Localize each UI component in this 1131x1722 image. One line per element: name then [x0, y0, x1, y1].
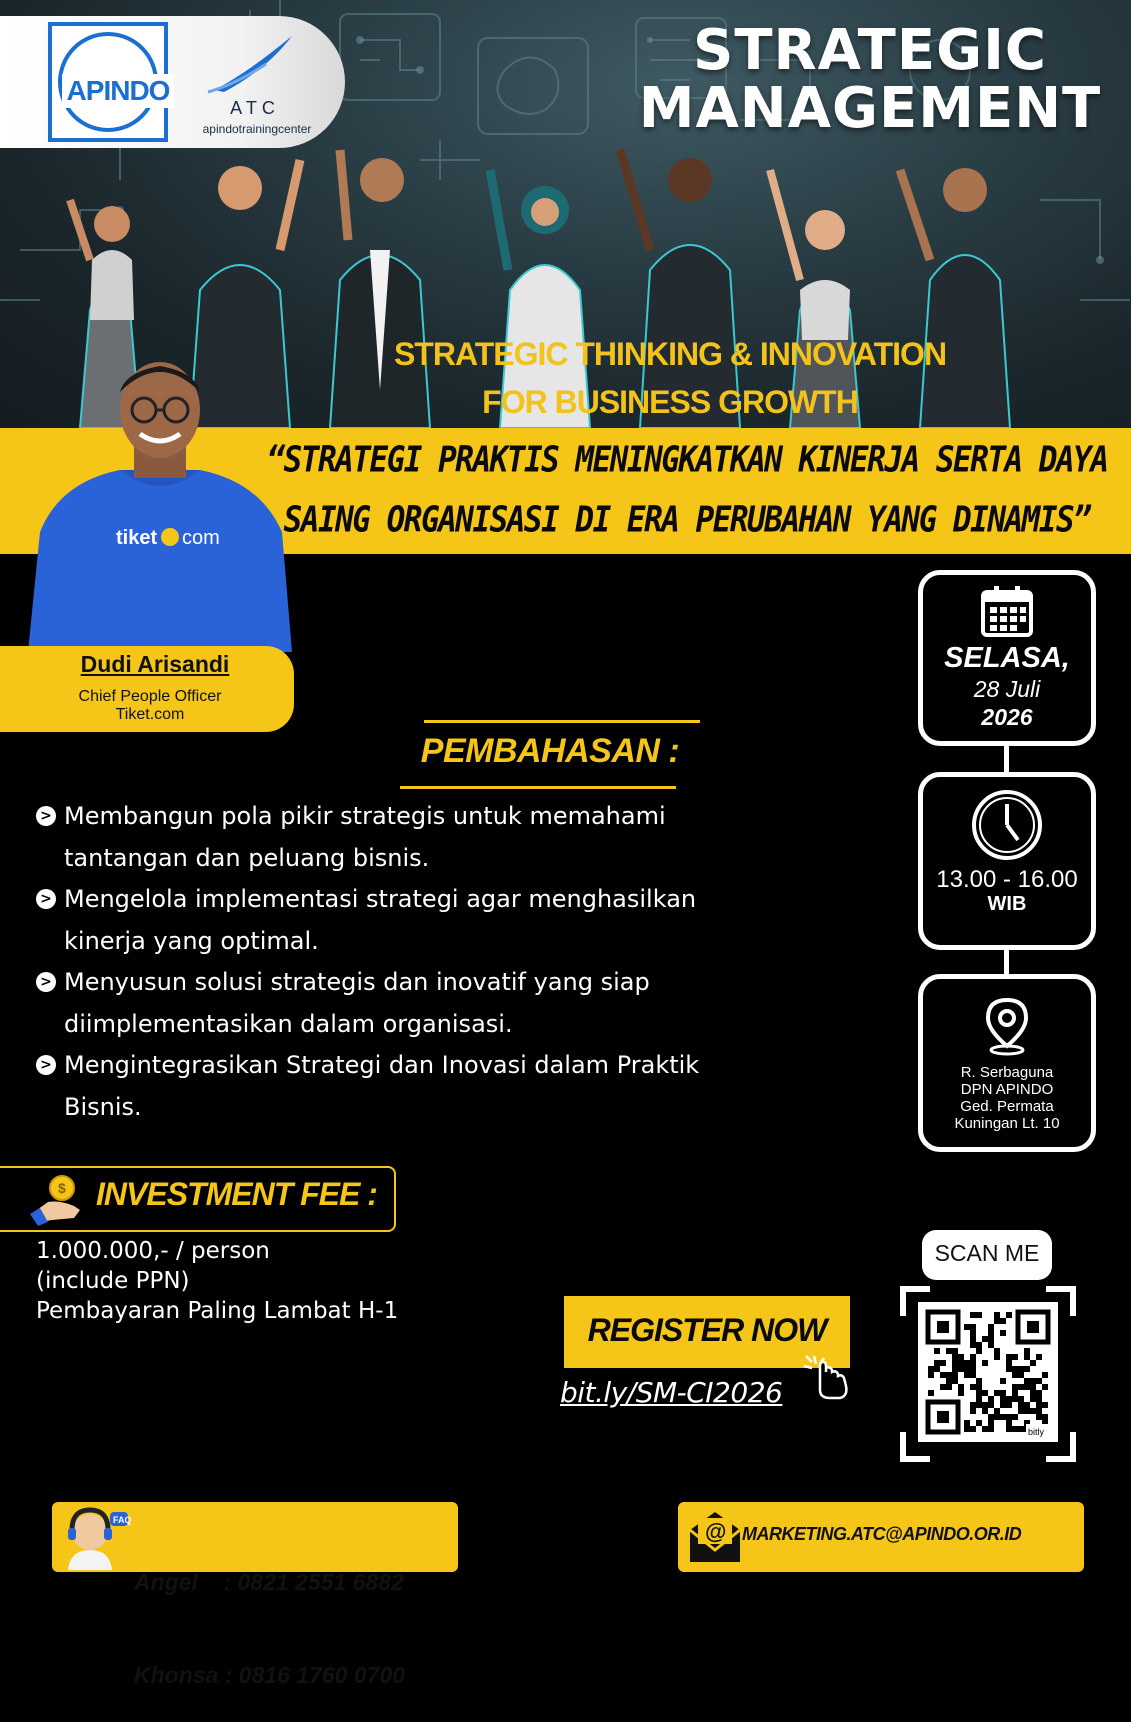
qr-module — [1006, 1396, 1012, 1402]
page-title-line1: STRATEGIC — [693, 18, 1047, 83]
qr-module — [940, 1360, 946, 1366]
qr-module — [1036, 1390, 1042, 1396]
qr-module — [1024, 1354, 1030, 1360]
qr-footer-mark: bitly — [1028, 1427, 1045, 1437]
chevron-right-icon: > — [36, 889, 56, 909]
qr-module — [994, 1354, 1000, 1360]
chevron-right-icon: > — [36, 806, 56, 826]
qr-module — [928, 1390, 934, 1396]
qr-module — [958, 1354, 964, 1360]
qr-module — [1036, 1354, 1042, 1360]
qr-module — [976, 1384, 982, 1390]
subtitle-line1: STRATEGIC THINKING & INNOVATION — [393, 336, 947, 372]
click-hand-icon — [800, 1352, 852, 1402]
subtitle-line2: FOR BUSINESS GROWTH — [482, 384, 858, 420]
qr-module — [976, 1396, 982, 1402]
qr-module — [994, 1312, 1000, 1318]
qr-module — [982, 1408, 988, 1414]
qr-module — [1036, 1408, 1042, 1414]
fee-price: 1.000.000,- / person — [36, 1238, 270, 1264]
qr-module — [994, 1348, 1000, 1354]
qr-module — [970, 1354, 976, 1360]
qr-module — [1012, 1366, 1018, 1372]
qr-module — [1018, 1384, 1024, 1390]
event-timezone: WIB — [987, 893, 1027, 915]
qr-module — [1012, 1396, 1018, 1402]
qr-module — [1024, 1348, 1030, 1354]
topic-text: Bisnis. — [64, 1092, 142, 1121]
qr-module — [970, 1366, 976, 1372]
svg-text:@: @ — [705, 1519, 727, 1544]
qr-module — [988, 1342, 994, 1348]
apindo-logo-ring — [58, 32, 170, 132]
qr-module — [988, 1324, 994, 1330]
qr-module — [1024, 1366, 1030, 1372]
qr-module — [976, 1312, 982, 1318]
qr-module — [964, 1324, 970, 1330]
qr-module — [988, 1330, 994, 1336]
topic-text: Menyusun solusi strategis dan inovatif yang siap — [64, 968, 650, 996]
topic-text: Mengintegrasikan Strategi dan Inovasi dalam Praktik — [64, 1051, 700, 1079]
event-year: 2026 — [981, 704, 1033, 730]
qr-module — [970, 1312, 976, 1318]
qr-module — [1012, 1384, 1018, 1390]
fee-note: Pembayaran Paling Lambat H-1 — [36, 1298, 399, 1324]
qr-module — [1000, 1396, 1006, 1402]
svg-text:$: $ — [58, 1180, 66, 1196]
qr-module — [976, 1348, 982, 1354]
atc-subtitle: apindotrainingcenter — [202, 122, 312, 136]
pembahasan-divider-top — [424, 720, 700, 723]
qr-module — [940, 1384, 946, 1390]
envelope-at-icon — [688, 1508, 742, 1564]
qr-module — [1000, 1402, 1006, 1408]
qr-module — [1036, 1402, 1042, 1408]
topic-text: diimplementasikan dalam organisasi. — [64, 1009, 513, 1038]
qr-module — [1030, 1360, 1036, 1366]
qr-module — [988, 1336, 994, 1342]
qr-module — [994, 1390, 1000, 1396]
qr-module — [1006, 1354, 1012, 1360]
pembahasan-divider-bottom — [400, 786, 676, 789]
speaker-company: Tiket.com — [115, 706, 185, 723]
qr-module — [1036, 1378, 1042, 1384]
qr-module — [958, 1390, 964, 1396]
topic-list — [36, 796, 796, 1128]
qr-module — [1018, 1372, 1024, 1378]
investment-fee-title: INVESTMENT FEE : — [96, 1176, 377, 1212]
speaker-role — [0, 688, 300, 724]
qr-module — [970, 1360, 976, 1366]
contact-angel[interactable]: Angel : 0821 2551 6882 — [134, 1569, 404, 1595]
qr-module — [1024, 1378, 1030, 1384]
qr-module — [970, 1342, 976, 1348]
qr-module — [964, 1360, 970, 1366]
qr-module — [1006, 1360, 1012, 1366]
qr-module — [1012, 1354, 1018, 1360]
qr-module — [1018, 1426, 1024, 1432]
qr-module — [1018, 1366, 1024, 1372]
qr-module — [1024, 1408, 1030, 1414]
qr-module — [946, 1378, 952, 1384]
qr-module — [988, 1402, 994, 1408]
qr-module — [1012, 1414, 1018, 1420]
qr-module — [1006, 1414, 1012, 1420]
qr-module — [952, 1378, 958, 1384]
qr-module — [1030, 1408, 1036, 1414]
qr-module — [1000, 1390, 1006, 1396]
qr-module — [1042, 1372, 1048, 1378]
chevron-right-icon: > — [36, 1055, 56, 1075]
list-item — [36, 962, 796, 1045]
calendar-icon — [980, 584, 1034, 638]
location-line: R. Serbaguna — [960, 1064, 1054, 1081]
shirt-logo: tiket — [116, 527, 158, 549]
qr-module — [940, 1372, 946, 1378]
qr-module — [976, 1420, 982, 1426]
qr-module — [964, 1420, 970, 1426]
topic-text: Mengelola implementasi strategi agar menghasilkan — [64, 885, 697, 913]
topic-text: tantangan dan peluang bisnis. — [64, 843, 430, 872]
qr-module — [928, 1366, 934, 1372]
qr-module — [1030, 1396, 1036, 1402]
atc-swoosh-logo — [206, 34, 296, 94]
qr-code[interactable] — [918, 1302, 1058, 1442]
qr-module — [1042, 1414, 1048, 1420]
qr-module — [982, 1426, 988, 1432]
qr-module — [952, 1360, 958, 1366]
qr-module — [1006, 1426, 1012, 1432]
qr-pattern — [918, 1302, 1058, 1442]
box-connector — [1004, 950, 1009, 976]
qr-module — [988, 1426, 994, 1432]
fee-tax: (include PPN) — [36, 1268, 190, 1294]
page-title-line2: MANAGEMENT — [638, 76, 1102, 141]
qr-module — [988, 1396, 994, 1402]
qr-module — [964, 1426, 970, 1432]
page-title — [620, 18, 1120, 141]
qr-module — [970, 1372, 976, 1378]
qr-module — [982, 1390, 988, 1396]
qr-module — [1000, 1330, 1006, 1336]
page-subtitle — [340, 330, 1000, 426]
qr-module — [958, 1366, 964, 1372]
qr-module — [1000, 1414, 1006, 1420]
chevron-right-icon: > — [36, 972, 56, 992]
qr-module — [1000, 1378, 1006, 1384]
topic-text: kinerja yang optimal. — [64, 926, 319, 955]
qr-module — [1030, 1378, 1036, 1384]
location-line: Kuningan Lt. 10 — [954, 1115, 1060, 1132]
qr-module — [1042, 1402, 1048, 1408]
qr-module — [970, 1426, 976, 1432]
qr-module — [982, 1336, 988, 1342]
qr-module — [946, 1384, 952, 1390]
qr-module — [958, 1384, 964, 1390]
qr-module — [970, 1330, 976, 1336]
qr-module — [1006, 1312, 1012, 1318]
apindo-logo — [48, 22, 168, 142]
clock-icon — [970, 788, 1044, 862]
qr-module — [970, 1408, 976, 1414]
customer-service-icon — [60, 1504, 130, 1570]
qr-module — [1030, 1390, 1036, 1396]
contact-khonsa[interactable]: Khonsa : 0816 1760 0700 — [134, 1662, 406, 1688]
tagline-line2: SAING ORGANISASI DI ERA PERUBAHAN YANG DINAMIS” — [283, 499, 1091, 541]
qr-module — [1030, 1384, 1036, 1390]
list-item — [36, 1045, 796, 1128]
qr-module — [976, 1378, 982, 1384]
qr-module — [1018, 1396, 1024, 1402]
qr-module — [1018, 1402, 1024, 1408]
speaker-photo — [20, 352, 300, 652]
investment-fee-details — [36, 1236, 496, 1326]
box-connector — [1004, 746, 1009, 774]
speaker-name: Dudi Arisandi — [80, 651, 230, 677]
qr-module — [1012, 1390, 1018, 1396]
qr-module — [982, 1402, 988, 1408]
qr-module — [970, 1402, 976, 1408]
qr-module — [952, 1348, 958, 1354]
qr-module — [1012, 1426, 1018, 1432]
scan-me-label: SCAN ME — [934, 1240, 1040, 1266]
qr-module — [1012, 1372, 1018, 1378]
atc-title: ATC — [230, 98, 280, 118]
qr-module — [952, 1372, 958, 1378]
shirt-logo-suffix: com — [182, 527, 220, 549]
qr-module — [970, 1324, 976, 1330]
qr-module — [976, 1402, 982, 1408]
qr-module — [988, 1420, 994, 1426]
apindo-logo-text: APINDO — [62, 74, 174, 108]
qr-module — [1006, 1420, 1012, 1426]
qr-module — [946, 1348, 952, 1354]
qr-module — [928, 1372, 934, 1378]
qr-module — [1036, 1414, 1042, 1420]
qr-module — [994, 1318, 1000, 1324]
qr-module — [994, 1408, 1000, 1414]
topic-text: Membangun pola pikir strategis untuk memahami — [64, 802, 666, 830]
svg-text:FAQ: FAQ — [113, 1515, 132, 1525]
map-pin-icon — [982, 996, 1032, 1056]
qr-module — [952, 1366, 958, 1372]
qr-module — [1024, 1402, 1030, 1408]
list-item — [36, 879, 796, 962]
event-location — [918, 1064, 1096, 1132]
qr-module — [934, 1366, 940, 1372]
qr-module — [964, 1372, 970, 1378]
location-line: DPN APINDO — [960, 1081, 1054, 1098]
event-date: 28 Juli — [973, 676, 1041, 702]
qr-module — [946, 1372, 952, 1378]
qr-module — [982, 1360, 988, 1366]
pembahasan-title: PEMBAHASAN : — [420, 732, 680, 770]
qr-module — [952, 1354, 958, 1360]
hand-coin-icon — [30, 1172, 84, 1226]
location-line: Ged. Permata — [960, 1098, 1054, 1115]
event-time: 13.00 - 16.00 — [936, 866, 1078, 893]
qr-module — [1006, 1366, 1012, 1372]
qr-module — [988, 1414, 994, 1420]
qr-module — [976, 1342, 982, 1348]
qr-module — [1006, 1402, 1012, 1408]
qr-module — [970, 1336, 976, 1342]
qr-module — [934, 1348, 940, 1354]
qr-module — [1000, 1318, 1006, 1324]
tagline — [262, 430, 1112, 550]
qr-module — [964, 1366, 970, 1372]
qr-module — [976, 1390, 982, 1396]
register-link[interactable]: bit.ly/SM-CI2026 — [560, 1376, 783, 1409]
email-address[interactable]: MARKETING.ATC@APINDO.OR.ID — [742, 1524, 1022, 1544]
speaker-title: Chief People Officer — [78, 688, 222, 705]
qr-module — [994, 1414, 1000, 1420]
list-item — [36, 796, 796, 879]
qr-module — [958, 1360, 964, 1366]
contact-list — [134, 1505, 464, 1722]
qr-module — [1036, 1396, 1042, 1402]
qr-module — [970, 1384, 976, 1390]
tagline-line1: “STRATEGI PRAKTIS MENINGKATKAN KINERJA SERTA DAYA — [266, 439, 1108, 481]
qr-module — [1018, 1408, 1024, 1414]
qr-module — [1024, 1384, 1030, 1390]
event-day: SELASA, — [944, 642, 1070, 674]
qr-module — [934, 1360, 940, 1366]
qr-module — [1042, 1384, 1048, 1390]
register-button-label[interactable]: REGISTER NOW — [587, 1312, 827, 1348]
